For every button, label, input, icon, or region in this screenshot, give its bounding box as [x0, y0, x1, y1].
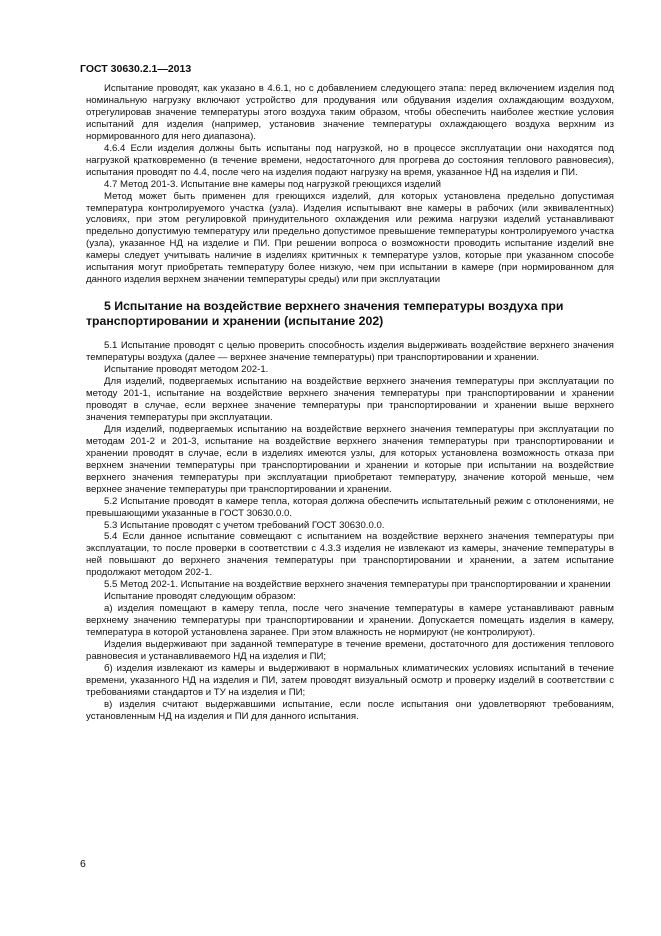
paragraph: 4.6.4 Если изделия должны быть испытаны под нагрузкой, но в процессе эксплуатации они находятся под нагрузкой кратковременно (в течение времени, недостаточного для прогрева до состояния теплового равновесия), испытания проводят по 4.4, после чего на изделия подают нагрузку на время, указанное НД на изделия и ПИ. — [86, 142, 614, 178]
list-item: а) изделия помещают в камеру тепла, после чего значение температуры в камере устанавливают равным верхнему значению температуры при транспортировании и хранении. Допускается помещать изделия в камеру, температура в которой установлена заранее. При этом влажность не нормируют (не контролируют). — [86, 603, 614, 639]
page-number: 6 — [80, 858, 86, 870]
paragraph: Для изделий, подвергаемых испытанию на воздействие верхнего значения температуры при эксплуатации по методам 201-2 и 201-3, испытание на воздействие верхнего значения температуры при транспортировании и хранении проводят в случае, если в изделиях имеются узлы, для которых установлена возможность отказа при верхнем значении температуры при транспортировании и хранении и которые при испытании на воздействие верхнего значения температуры при эксплуатации приобретают температуру, значение которой меньше, чем верхнее значение температуры при транспортировании и хранении. — [86, 423, 614, 495]
document-body — [86, 83, 614, 723]
paragraph: Испытание проводят следующим образом: — [104, 591, 296, 603]
paragraph: 5.4 Если данное испытание совмещают с испытанием на воздействие верхнего значения температуры при эксплуатации, то после проверки в соответствии с 4.3.3 изделия не извлекают из камеры, значение температуры в ней повышают до верхнего значения температуры при транспортировании и хранении, а затем испытание продолжают методом 202-1. — [86, 531, 614, 579]
paragraph: Испытание проводят методом 202-1. — [104, 364, 269, 376]
paragraph: Для изделий, подвергаемых испытанию на воздействие верхнего значения температуры при эксплуатации по методу 201-1, испытание на воздействие верхнего значения температуры при транспортировании и хранении проводят в случае, если верхнее значение температуры при транспортировании и хранении выше верхнего значения температуры при эксплуатации. — [86, 376, 614, 423]
paragraph: Испытание проводят, как указано в 4.6.1, но с добавлением следующего этапа: перед включением изделия под номинальную нагрузку включают устройство для продувания или обдувания изделия охлаждающим воздухом, отрегулировав значение температуры этого воздуха таким образом, чтобы обеспечить наиболее жесткие условия испытаний для изделия (например, установив значение температуры охлаждающего воздуха верхним из нормированного для него диапазона). — [86, 83, 614, 142]
list-item: в) изделия считают выдержавшими испытание, если после испытания они удовлетворяют требованиям, установленным НД на изделия и ПИ для данного испытания. — [86, 698, 614, 722]
paragraph: 4.7 Метод 201-3. Испытание вне камеры под нагрузкой греющихся изделий — [104, 178, 441, 190]
list-item: б) изделия извлекают из камеры и выдерживают в нормальных климатических условиях испытаний в течение времени, указанного НД на изделия и ПИ, затем проводят визуальный осмотр и проверку изделий в соответствии с требованиями стандартов и ТУ на изделия и ПИ; — [86, 662, 614, 698]
paragraph: 5.1 Испытание проводят с целью проверить способность изделия выдерживать воздействие верхнего значения температуры воздуха (далее — верхнее значение температуры) при транспортировании и хранении. — [86, 340, 614, 364]
paragraph: 5.2 Испытание проводят в камере тепла, которая должна обеспечить испытательный режим с отклонениями, не превышающими указанные в ГОСТ 30630.0.0. — [86, 495, 614, 519]
document-header: ГОСТ 30630.2.1—2013 — [80, 63, 192, 75]
paragraph: Изделия выдерживают при заданной температуре в течение времени, достаточного для достижения теплового равновесия и устанавливаемого НД на изделия и ПИ; — [86, 639, 614, 662]
paragraph: 5.5 Метод 202-1. Испытание на воздействие верхнего значения температуры при транспортировании и хранении — [104, 579, 611, 591]
paragraph: Метод может быть применен для греющихся изделий, для которых установлена предельно допустимая температура контролируемого участка (узла). Изделия испытывают вне камеры в рабочих (или эквивалентных) условиях, при этом регулировкой принудительного охлаждения или режима нагрузки изделий устанавливают предельно допустимую температуру или предельно допустимое превышение температуры контролируемого участка (узла), указанное НД на изделие и ПИ. При решении вопроса о возможности проводить испытание изделий вне камеры следует учитывать наличие в изделиях критичных к температуре узлов, которые при указанном способе испытания могут приобретать температуру более низкую, чем при испытании в камере (при нормированном для данного изделия верхнем значении температуры среды) или при эксплуатации — [86, 190, 614, 286]
section-heading: 5 Испытание на воздействие верхнего значения температуры воздуха при транспортировании и хранении (испытание 202) — [86, 299, 564, 329]
paragraph: 5.3 Испытание проводят с учетом требований ГОСТ 30630.0.0. — [104, 519, 385, 531]
